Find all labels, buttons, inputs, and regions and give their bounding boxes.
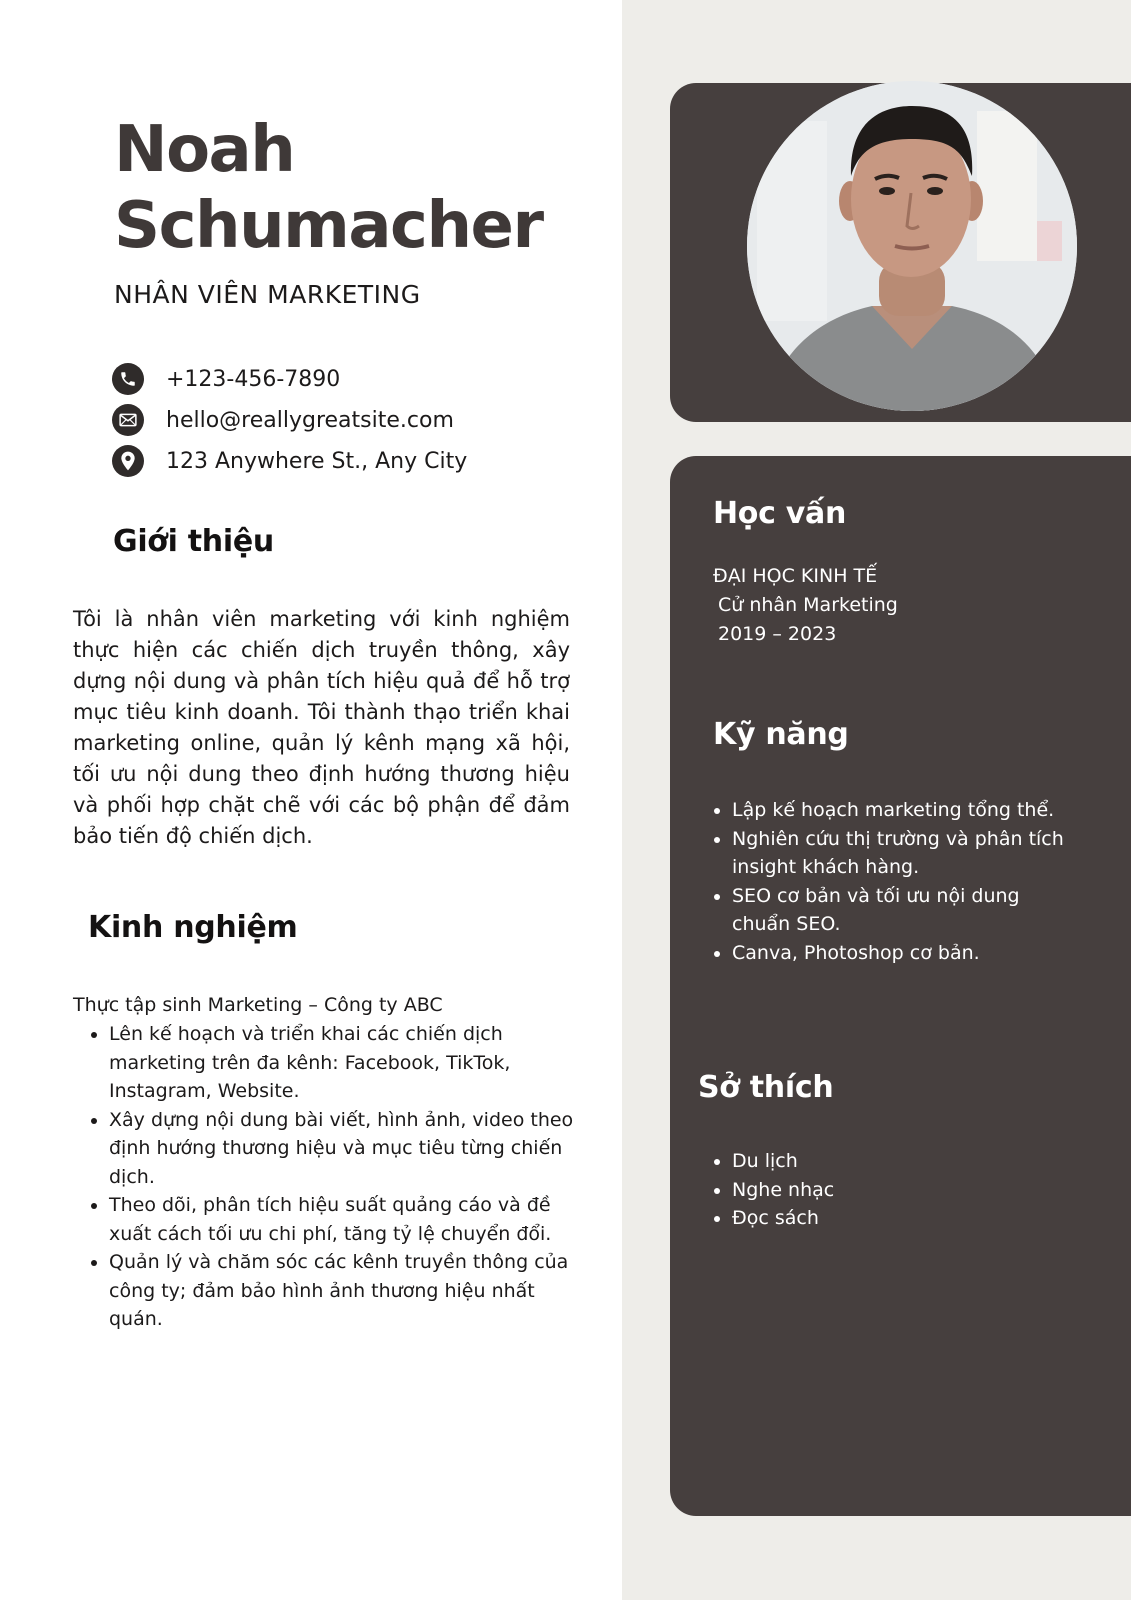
list-item: • Lên kế hoạch và triển khai các chiến dịch marketing trên đa kênh: Facebook, TikTok, Instagram, Website. — [109, 1020, 579, 1106]
education-heading: Học vấn — [713, 496, 847, 531]
hobbies-heading: Sở thích — [698, 1070, 834, 1105]
contact-email — [112, 403, 572, 437]
email-text: hello@reallygreatsite.com — [166, 407, 454, 433]
list-item: • Xây dựng nội dung bài viết, hình ảnh, video theo định hướng thương hiệu và mục tiêu từng chiến dịch. — [109, 1106, 579, 1192]
contact-address — [112, 444, 572, 478]
list-item: • Nghe nhạc — [732, 1176, 1077, 1205]
contact-phone — [112, 362, 572, 396]
job-title: NHÂN VIÊN MARKETING — [114, 280, 421, 309]
phone-text: +123-456-7890 — [166, 366, 341, 392]
list-item: • Nghiên cứu thị trường và phân tích insight khách hàng. — [732, 825, 1077, 882]
list-item: • Canva, Photoshop cơ bản. — [732, 939, 1077, 968]
list-item: • Du lịch — [732, 1147, 1077, 1176]
experience-heading: Kinh nghiệm — [88, 910, 298, 945]
first-name: Noah — [114, 113, 295, 187]
location-icon — [112, 445, 144, 477]
mail-icon — [112, 404, 144, 436]
address-text: 123 Anywhere St., Any City — [166, 448, 468, 474]
years: 2019 – 2023 — [718, 623, 837, 645]
list-item: • Theo dõi, phân tích hiệu suất quảng cáo và đề xuất cách tối ưu chi phí, tăng tỷ lệ chuyển đổi. — [109, 1191, 579, 1248]
school-name: ĐẠI HỌC KINH TẾ — [713, 565, 878, 587]
degree: Cử nhân Marketing — [718, 594, 898, 616]
experience-position: Thực tập sinh Marketing – Công ty ABC — [73, 994, 443, 1016]
education-block — [713, 562, 898, 649]
skills-heading: Kỹ năng — [713, 717, 849, 752]
about-heading: Giới thiệu — [113, 524, 274, 559]
phone-icon — [112, 363, 144, 395]
photo-panel — [670, 83, 1131, 422]
hobbies-list — [705, 1147, 1077, 1233]
list-item: • Quản lý và chăm sóc các kênh truyền thông của công ty; đảm bảo hình ảnh thương hiệu nhất quán. — [109, 1248, 579, 1334]
list-item: • SEO cơ bản và tối ưu nội dung chuẩn SEO. — [732, 882, 1077, 939]
candidate-name — [114, 112, 543, 264]
experience-list — [82, 1020, 579, 1334]
about-text: Tôi là nhân viên marketing với kinh nghiệm thực hiện các chiến dịch truyền thông, xây dựng nội dung và phân tích hiệu quả để hỗ trợ mục tiêu kinh doanh. Tôi thành thạo triển khai marketing online, quản lý kênh mạng xã hội, tối ưu nội dung theo định hướng thương hiệu và phối hợp chặt chẽ với các bộ phận để đảm bảo tiến độ chiến dịch. — [73, 607, 570, 848]
list-item: • Đọc sách — [732, 1204, 1077, 1233]
profile-photo — [747, 81, 1077, 411]
last-name: Schumacher — [114, 189, 543, 263]
list-item: • Lập kế hoạch marketing tổng thể. — [732, 796, 1077, 825]
skills-list — [705, 796, 1077, 967]
